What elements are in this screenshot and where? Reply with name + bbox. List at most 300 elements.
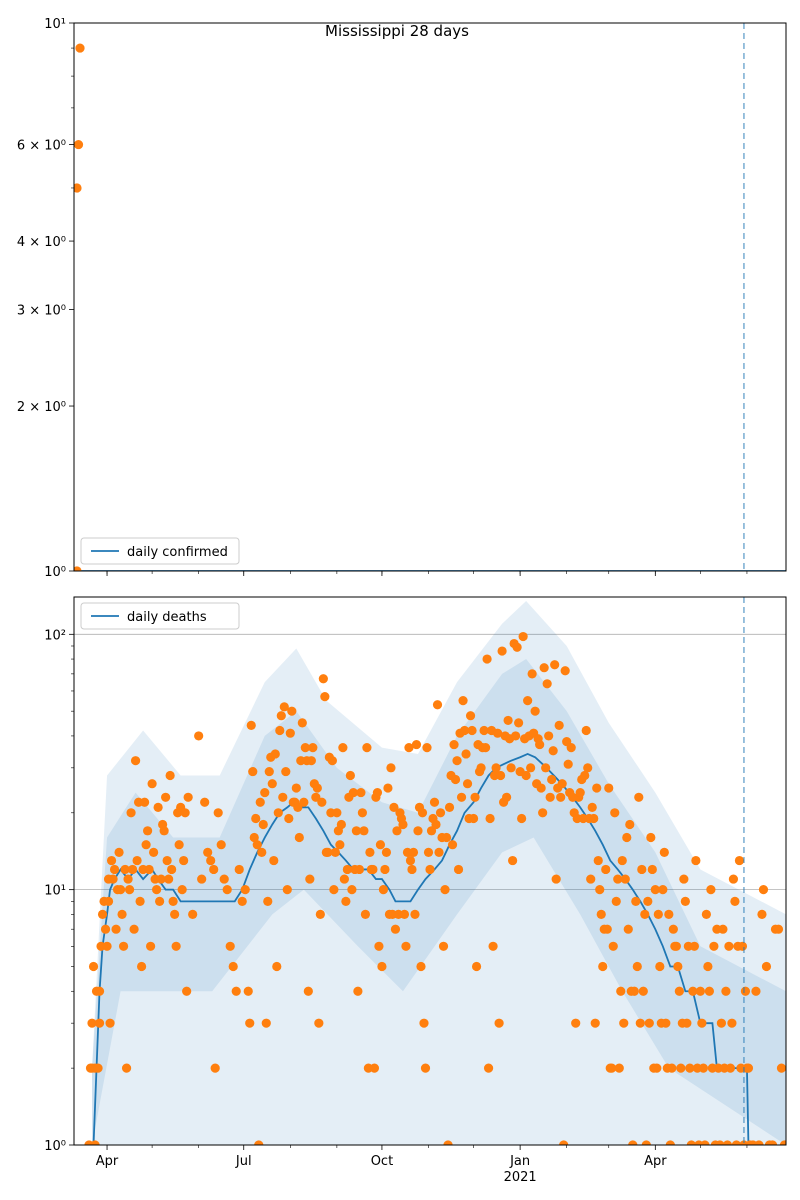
data-point	[706, 885, 715, 894]
data-point	[232, 987, 241, 996]
data-point	[123, 874, 132, 883]
data-point	[601, 865, 610, 874]
data-point	[277, 711, 286, 720]
data-point	[166, 771, 175, 780]
data-point	[762, 962, 771, 971]
data-point	[595, 885, 604, 894]
data-point	[476, 763, 485, 772]
data-point	[295, 833, 304, 842]
data-point	[458, 696, 467, 705]
data-point	[391, 925, 400, 934]
data-point	[504, 716, 513, 725]
data-point	[774, 925, 783, 934]
data-point	[359, 826, 368, 835]
data-point	[365, 848, 374, 857]
data-point	[160, 826, 169, 835]
data-point	[705, 987, 714, 996]
data-point	[452, 756, 461, 765]
data-point	[488, 942, 497, 951]
data-point	[682, 1019, 691, 1028]
y-tick-label: 6 × 10⁰	[16, 138, 66, 154]
data-point	[528, 669, 537, 678]
data-point	[116, 885, 125, 894]
data-point	[244, 987, 253, 996]
data-point	[463, 779, 472, 788]
data-point	[621, 874, 630, 883]
data-point	[304, 987, 313, 996]
data-point	[673, 962, 682, 971]
data-point	[172, 942, 181, 951]
data-point	[194, 731, 203, 740]
data-point	[482, 654, 491, 663]
data-point	[383, 783, 392, 792]
data-point	[286, 729, 295, 738]
data-point	[672, 942, 681, 951]
data-point	[128, 865, 137, 874]
data-point	[308, 743, 317, 752]
legend-label: daily deaths	[127, 610, 207, 625]
y-tick	[44, 884, 74, 899]
bottom-panel	[44, 597, 789, 1185]
data-point	[407, 865, 416, 874]
data-point	[616, 987, 625, 996]
data-point	[425, 865, 434, 874]
data-point	[564, 760, 573, 769]
data-point	[274, 808, 283, 817]
data-point	[469, 814, 478, 823]
data-point	[341, 897, 350, 906]
data-point	[696, 987, 705, 996]
data-point	[335, 840, 344, 849]
data-point	[281, 767, 290, 776]
data-point	[592, 783, 601, 792]
data-point	[667, 1064, 676, 1073]
data-point	[541, 763, 550, 772]
data-point	[610, 808, 619, 817]
data-point	[122, 1064, 131, 1073]
data-point	[284, 814, 293, 823]
legend	[81, 603, 239, 629]
data-point	[229, 962, 238, 971]
data-point	[675, 987, 684, 996]
legend-label: daily confirmed	[127, 545, 228, 560]
data-point	[170, 910, 179, 919]
data-point	[433, 700, 442, 709]
data-point	[522, 771, 531, 780]
data-point	[422, 743, 431, 752]
data-point	[591, 1019, 600, 1028]
data-point	[200, 798, 209, 807]
data-point	[163, 856, 172, 865]
data-point	[643, 897, 652, 906]
data-point	[744, 1064, 753, 1073]
data-point	[146, 942, 155, 951]
data-point	[603, 925, 612, 934]
data-point	[639, 987, 648, 996]
data-point	[741, 987, 750, 996]
data-point	[154, 803, 163, 812]
data-point	[197, 874, 206, 883]
data-point	[440, 885, 449, 894]
data-point	[451, 775, 460, 784]
top-panel	[17, 17, 786, 580]
data-point	[251, 814, 260, 823]
data-point	[125, 885, 134, 894]
legend	[81, 538, 239, 564]
data-point	[74, 140, 83, 149]
data-point	[634, 793, 643, 802]
data-point	[132, 856, 141, 865]
data-point	[594, 856, 603, 865]
data-point	[353, 987, 362, 996]
data-point	[467, 726, 476, 735]
data-point	[93, 1064, 102, 1073]
data-point	[268, 779, 277, 788]
data-point	[292, 783, 301, 792]
data-point	[645, 1019, 654, 1028]
data-point	[655, 962, 664, 971]
data-point	[319, 674, 328, 683]
data-point	[718, 925, 727, 934]
data-point	[253, 840, 262, 849]
data-point	[410, 910, 419, 919]
data-point	[265, 767, 274, 776]
data-point	[658, 885, 667, 894]
data-point	[547, 775, 556, 784]
data-point	[412, 740, 421, 749]
data-point	[494, 1019, 503, 1028]
data-point	[436, 808, 445, 817]
y-tick	[44, 565, 74, 580]
x-tick-label: Jul	[235, 1154, 252, 1169]
data-point	[431, 820, 440, 829]
x-tick-label: Jan	[510, 1154, 531, 1169]
data-point	[552, 874, 561, 883]
data-point	[699, 1064, 708, 1073]
data-point	[226, 942, 235, 951]
data-point	[117, 910, 126, 919]
data-point	[188, 910, 197, 919]
data-point	[724, 942, 733, 951]
data-point	[691, 856, 700, 865]
data-point	[730, 897, 739, 906]
figure-title: Mississippi 28 days	[325, 22, 469, 40]
data-point	[421, 1064, 430, 1073]
data-point	[526, 763, 535, 772]
data-point	[726, 1064, 735, 1073]
data-point	[235, 865, 244, 874]
data-point	[374, 942, 383, 951]
data-point	[540, 663, 549, 672]
data-point	[424, 848, 433, 857]
data-point	[729, 874, 738, 883]
data-point	[676, 1064, 685, 1073]
data-point	[257, 848, 266, 857]
data-point	[498, 646, 507, 655]
data-point	[143, 826, 152, 835]
data-point	[537, 783, 546, 792]
data-point	[567, 743, 576, 752]
data-point	[481, 743, 490, 752]
top-plot-area	[72, 23, 786, 576]
data-point	[546, 793, 555, 802]
data-point	[181, 808, 190, 817]
data-point	[386, 763, 395, 772]
data-point	[356, 788, 365, 797]
data-point	[583, 763, 592, 772]
data-point	[661, 1019, 670, 1028]
data-point	[531, 707, 540, 716]
data-point	[418, 808, 427, 817]
data-point	[430, 798, 439, 807]
data-point	[664, 910, 673, 919]
y-tick	[44, 1139, 74, 1154]
data-point	[637, 865, 646, 874]
data-point	[331, 848, 340, 857]
data-point	[472, 962, 481, 971]
data-point	[161, 793, 170, 802]
data-point	[260, 788, 269, 797]
data-point	[108, 874, 117, 883]
data-point	[314, 1019, 323, 1028]
data-point	[624, 925, 633, 934]
data-point	[738, 942, 747, 951]
data-point	[135, 897, 144, 906]
data-point	[496, 771, 505, 780]
y-tick-label: 10¹	[44, 17, 66, 32]
data-point	[622, 833, 631, 842]
y-tick-label: 10⁰	[44, 565, 66, 580]
data-point	[514, 718, 523, 727]
data-point	[470, 793, 479, 802]
data-point	[110, 865, 119, 874]
data-point	[646, 833, 655, 842]
data-point	[111, 925, 120, 934]
data-point	[137, 962, 146, 971]
data-point	[445, 803, 454, 812]
data-point	[140, 798, 149, 807]
data-point	[589, 814, 598, 823]
data-point	[409, 848, 418, 857]
data-point	[287, 707, 296, 716]
data-point	[485, 814, 494, 823]
y-tick-label: 10¹	[44, 883, 66, 899]
data-point	[454, 865, 463, 874]
data-point	[669, 925, 678, 934]
data-point	[556, 793, 565, 802]
data-point	[604, 783, 613, 792]
data-point	[513, 643, 522, 652]
data-point	[167, 865, 176, 874]
data-point	[223, 885, 232, 894]
data-point	[449, 740, 458, 749]
data-point	[169, 897, 178, 906]
y-tick	[17, 304, 74, 319]
data-point	[618, 856, 627, 865]
data-point	[757, 910, 766, 919]
data-point	[89, 962, 98, 971]
data-point	[259, 820, 268, 829]
y-tick-label: 2 × 10⁰	[16, 400, 66, 416]
data-point	[631, 897, 640, 906]
data-point	[275, 726, 284, 735]
data-point	[508, 856, 517, 865]
data-point	[101, 925, 110, 934]
data-point	[298, 718, 307, 727]
top-axes-frame	[74, 23, 786, 571]
data-point	[220, 874, 229, 883]
data-point	[586, 874, 595, 883]
data-point	[271, 749, 280, 758]
y-tick-label: 10²	[44, 628, 66, 644]
data-point	[582, 726, 591, 735]
y-tick-label: 10⁰	[44, 1139, 66, 1154]
data-point	[75, 43, 84, 52]
data-point	[272, 962, 281, 971]
data-point	[340, 874, 349, 883]
data-point	[735, 856, 744, 865]
data-point	[104, 897, 113, 906]
data-point	[241, 885, 250, 894]
data-point	[679, 874, 688, 883]
data-point	[648, 865, 657, 874]
data-point	[148, 779, 157, 788]
data-point	[206, 856, 215, 865]
data-point	[543, 679, 552, 688]
data-point	[466, 711, 475, 720]
data-point	[549, 746, 558, 755]
data-point	[338, 743, 347, 752]
data-point	[332, 808, 341, 817]
data-point	[612, 897, 621, 906]
data-point	[337, 820, 346, 829]
data-point	[278, 793, 287, 802]
data-point	[299, 798, 308, 807]
data-point	[519, 632, 528, 641]
x-tick-label: Apr	[95, 1154, 119, 1169]
data-point	[313, 783, 322, 792]
data-point	[379, 885, 388, 894]
data-point	[727, 1019, 736, 1028]
data-point	[558, 779, 567, 788]
data-point	[380, 865, 389, 874]
data-point	[597, 910, 606, 919]
data-point	[98, 910, 107, 919]
data-point	[355, 865, 364, 874]
data-point	[152, 885, 161, 894]
data-point	[419, 1019, 428, 1028]
data-point	[376, 840, 385, 849]
data-point	[721, 987, 730, 996]
data-point	[155, 897, 164, 906]
data-point	[263, 897, 272, 906]
data-point	[178, 885, 187, 894]
x-year-label: 2021	[503, 1170, 537, 1185]
data-point	[502, 793, 511, 802]
data-point	[247, 721, 256, 730]
x-tick-label: Oct	[370, 1154, 394, 1169]
data-point	[640, 910, 649, 919]
data-point	[413, 826, 422, 835]
data-point	[102, 942, 111, 951]
data-point	[406, 856, 415, 865]
data-point	[203, 848, 212, 857]
data-point	[370, 1064, 379, 1073]
y-tick	[44, 628, 74, 643]
y-tick-label: 4 × 10⁰	[16, 235, 66, 251]
data-point	[544, 731, 553, 740]
data-point	[697, 1019, 706, 1028]
data-point	[131, 756, 140, 765]
data-point	[619, 1019, 628, 1028]
data-point	[751, 987, 760, 996]
bottom-plot-area	[74, 597, 789, 1150]
data-point	[245, 1019, 254, 1028]
data-point	[588, 803, 597, 812]
data-point	[262, 1019, 271, 1028]
data-point	[633, 962, 642, 971]
data-point	[615, 1064, 624, 1073]
data-point	[361, 910, 370, 919]
data-point	[703, 962, 712, 971]
x-tick-label: Apr	[644, 1154, 667, 1169]
data-point	[283, 885, 292, 894]
data-point	[535, 740, 544, 749]
data-point	[759, 885, 768, 894]
data-point	[316, 910, 325, 919]
data-point	[401, 942, 410, 951]
data-point	[126, 808, 135, 817]
data-point	[511, 731, 520, 740]
data-point	[400, 910, 409, 919]
y-tick	[17, 400, 74, 415]
y-tick	[17, 235, 74, 250]
data-point	[523, 696, 532, 705]
data-point	[434, 848, 443, 857]
data-point	[209, 865, 218, 874]
data-point	[114, 848, 123, 857]
data-point	[598, 962, 607, 971]
data-point	[439, 942, 448, 951]
data-point	[717, 1019, 726, 1028]
data-point	[328, 756, 337, 765]
data-point	[448, 840, 457, 849]
data-point	[555, 721, 564, 730]
data-point	[571, 1019, 580, 1028]
data-point	[576, 788, 585, 797]
data-point	[214, 808, 223, 817]
data-point	[307, 756, 316, 765]
data-point	[179, 856, 188, 865]
data-point	[182, 987, 191, 996]
data-point	[561, 666, 570, 675]
data-point	[377, 962, 386, 971]
data-point	[442, 833, 451, 842]
data-point	[382, 848, 391, 857]
data-point	[654, 910, 663, 919]
data-point	[416, 962, 425, 971]
data-point	[129, 925, 138, 934]
data-point	[329, 885, 338, 894]
data-point	[702, 910, 711, 919]
data-point	[346, 771, 355, 780]
data-point	[777, 1064, 786, 1073]
data-point	[248, 767, 257, 776]
data-point	[211, 1064, 220, 1073]
data-point	[368, 865, 377, 874]
data-point	[256, 798, 265, 807]
data-point	[517, 814, 526, 823]
